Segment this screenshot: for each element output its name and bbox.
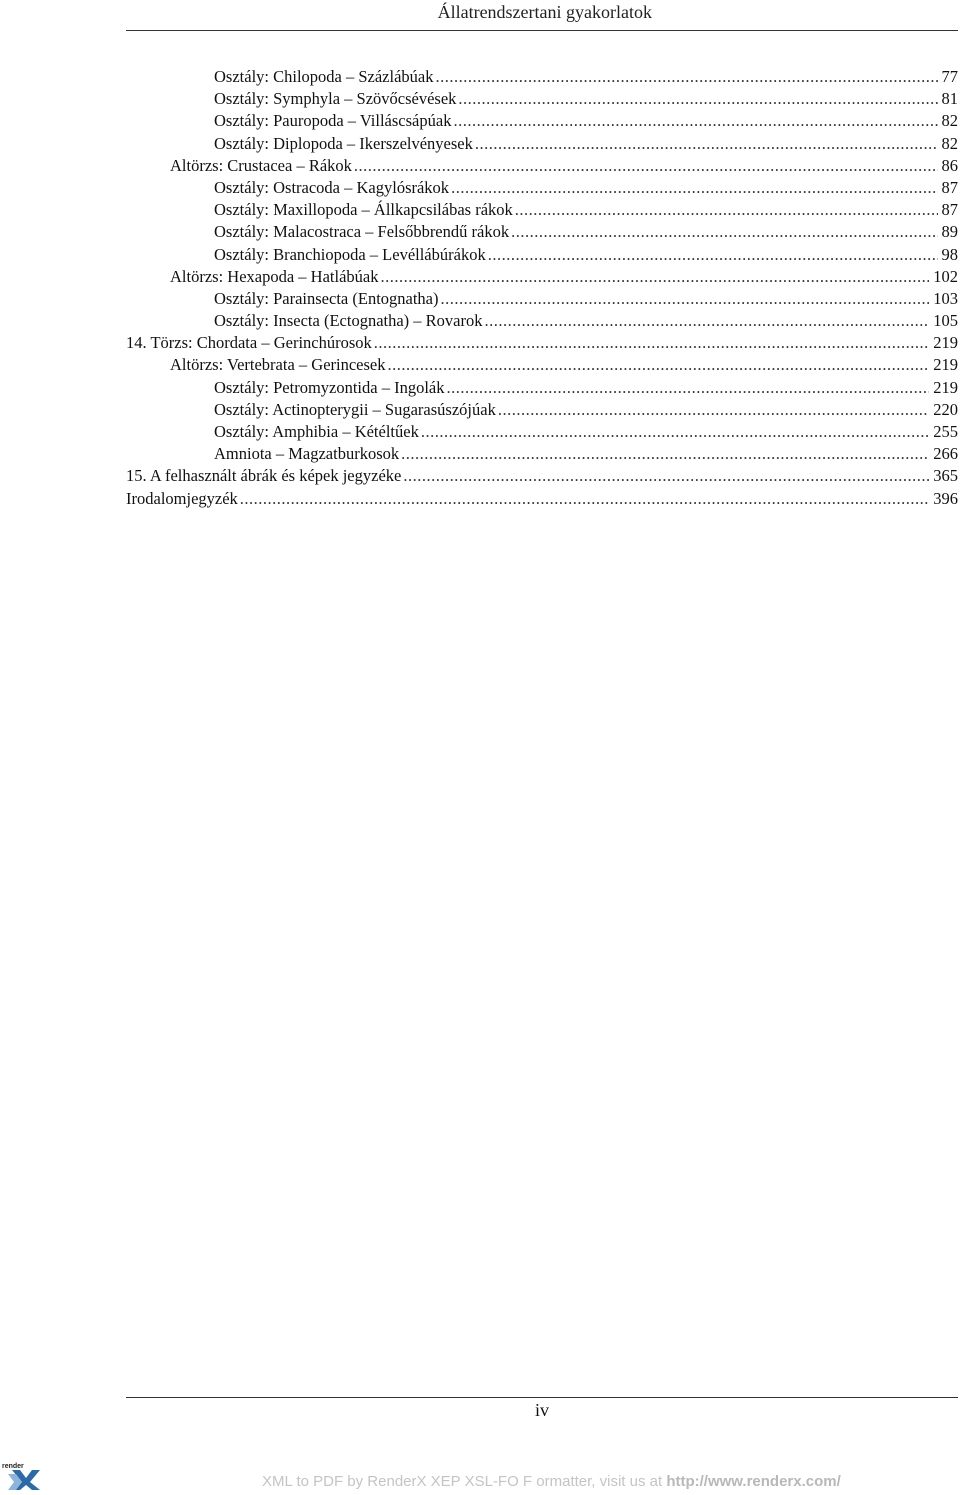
footer-rule: [126, 1397, 958, 1398]
toc-entry[interactable]: [0, 488, 960, 510]
header-title: Állatrendszertani gyakorlatok: [438, 2, 652, 23]
toc-entry-label: Osztály: Maxillopoda – Állkapcsilábas rákok: [214, 199, 515, 221]
toc-entry-label: Osztály: Diplopoda – Ikerszelvényesek: [214, 133, 475, 155]
toc-entry[interactable]: [0, 465, 960, 487]
toc-entry-page: 105: [929, 310, 960, 332]
toc-entry[interactable]: [0, 421, 960, 443]
toc-entry-page: 98: [938, 244, 960, 266]
leader-dots: [387, 354, 929, 376]
toc-entry-page: 77: [938, 66, 960, 88]
toc-entry-label: Osztály: Branchiopoda – Levéllábúrákok: [214, 244, 488, 266]
toc-entry-page: 87: [938, 177, 960, 199]
toc-entry[interactable]: [0, 354, 960, 376]
toc-entry[interactable]: [0, 88, 960, 110]
toc-entry-page: 87: [938, 199, 960, 221]
toc-entry[interactable]: [0, 133, 960, 155]
toc-entry[interactable]: [0, 177, 960, 199]
toc-entry-label: Altörzs: Crustacea – Rákok: [170, 155, 354, 177]
renderx-watermark: [262, 1473, 841, 1490]
leader-dots: [458, 88, 937, 110]
leader-dots: [441, 288, 930, 310]
leader-dots: [380, 266, 929, 288]
toc-entry-label: Irodalomjegyzék: [126, 488, 240, 510]
toc-entry-label: Osztály: Parainsecta (Entognatha): [214, 288, 441, 310]
toc-entry-label: Osztály: Pauropoda – Villáscsápúak: [214, 110, 453, 132]
renderx-x-icon: [2, 1460, 42, 1490]
toc-entry-label: 14. Törzs: Chordata – Gerinchúrosok: [126, 332, 374, 354]
table-of-contents: [0, 66, 960, 510]
toc-entry-page: 103: [929, 288, 960, 310]
toc-entry[interactable]: [0, 443, 960, 465]
watermark-text: XML to PDF by RenderX XEP XSL-FO F ormatter, visit us at: [262, 1473, 666, 1490]
toc-entry-label: Altörzs: Vertebrata – Gerincesek: [170, 354, 387, 376]
toc-entry-label: Osztály: Petromyzontida – Ingolák: [214, 377, 447, 399]
toc-entry-label: Altörzs: Hexapoda – Hatlábúak: [170, 266, 380, 288]
renderx-link[interactable]: http://www.renderx.com/: [666, 1473, 840, 1490]
toc-entry[interactable]: [0, 332, 960, 354]
running-header: [126, 0, 958, 31]
toc-entry-label: Osztály: Insecta (Ectognatha) – Rovarok: [214, 310, 485, 332]
leader-dots: [475, 133, 938, 155]
leader-dots: [488, 244, 938, 266]
leader-dots: [485, 310, 930, 332]
toc-entry-page: 219: [929, 377, 960, 399]
toc-entry-label: Osztály: Ostracoda – Kagylósrákok: [214, 177, 451, 199]
toc-entry-label: 15. A felhasznált ábrák és képek jegyzéke: [126, 465, 403, 487]
toc-entry-page: 82: [938, 110, 960, 132]
svg-text:render: render: [2, 1463, 24, 1470]
toc-entry[interactable]: [0, 199, 960, 221]
leader-dots: [401, 443, 929, 465]
toc-entry-label: Osztály: Amphibia – Kétéltűek: [214, 421, 421, 443]
toc-entry[interactable]: [0, 66, 960, 88]
leader-dots: [447, 377, 930, 399]
toc-entry-page: 219: [929, 354, 960, 376]
toc-entry-page: 89: [938, 221, 960, 243]
toc-entry-label: Osztály: Malacostraca – Felsőbbrendű rákok: [214, 221, 511, 243]
leader-dots: [421, 421, 929, 443]
toc-entry[interactable]: [0, 399, 960, 421]
leader-dots: [511, 221, 937, 243]
toc-entry-page: 365: [929, 465, 960, 487]
toc-entry[interactable]: [0, 110, 960, 132]
leader-dots: [498, 399, 929, 421]
toc-entry-page: 82: [938, 133, 960, 155]
toc-entry[interactable]: [0, 155, 960, 177]
toc-entry[interactable]: [0, 310, 960, 332]
leader-dots: [515, 199, 938, 221]
toc-entry-page: 266: [929, 443, 960, 465]
leader-dots: [374, 332, 929, 354]
leader-dots: [436, 66, 938, 88]
leader-dots: [240, 488, 929, 510]
toc-entry[interactable]: [0, 377, 960, 399]
toc-entry-page: 255: [929, 421, 960, 443]
toc-entry-page: 81: [938, 88, 960, 110]
leader-dots: [451, 177, 937, 199]
renderx-logo: [2, 1460, 42, 1490]
toc-entry-page: 220: [929, 399, 960, 421]
toc-entry-label: Osztály: Actinopterygii – Sugarasúszójúak: [214, 399, 498, 421]
toc-entry-page: 102: [929, 266, 960, 288]
leader-dots: [453, 110, 937, 132]
toc-entry-page: 86: [938, 155, 960, 177]
leader-dots: [403, 465, 929, 487]
toc-entry[interactable]: [0, 266, 960, 288]
toc-entry-page: 396: [929, 488, 960, 510]
leader-dots: [354, 155, 938, 177]
toc-entry-label: Osztály: Chilopoda – Százlábúak: [214, 66, 436, 88]
toc-entry-label: Osztály: Symphyla – Szövőcsévések: [214, 88, 458, 110]
page-number: iv: [126, 1400, 958, 1421]
toc-entry-label: Amniota – Magzatburkosok: [214, 443, 401, 465]
toc-entry[interactable]: [0, 244, 960, 266]
toc-entry[interactable]: [0, 288, 960, 310]
toc-entry[interactable]: [0, 221, 960, 243]
toc-entry-page: 219: [929, 332, 960, 354]
